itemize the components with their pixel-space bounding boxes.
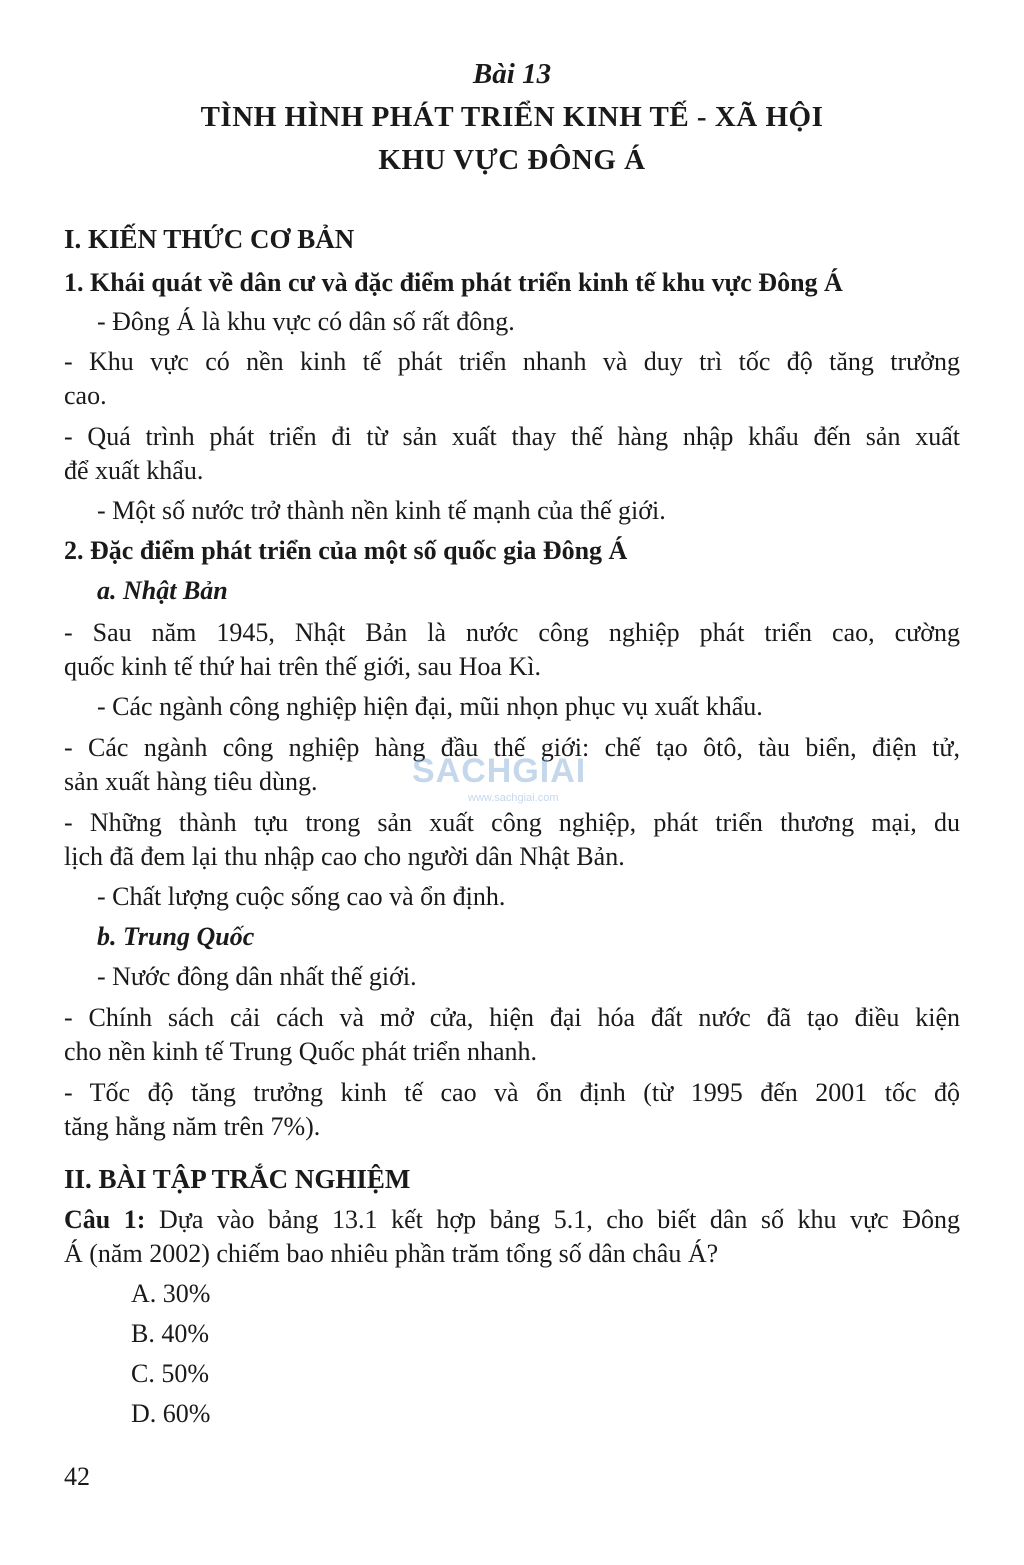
part2-heading: II. BÀI TẬP TRẮC NGHIỆM: [64, 1164, 411, 1194]
option-a: A. 30%: [131, 1279, 211, 1308]
lesson-title-line-1: TÌNH HÌNH PHÁT TRIỂN KINH TẾ - XÃ HỘI: [200, 101, 824, 133]
text-line: - Khu vực có nền kinh tế phát triển nhanh và duy trì tốc độ tăng trưởng: [64, 347, 960, 376]
text-line: - Nước đông dân nhất thế giới.: [97, 962, 417, 991]
text-line: - Một số nước trở thành nền kinh tế mạnh của thế giới.: [97, 496, 666, 525]
question-1: [64, 1203, 960, 1237]
text-line: - Chính sách cải cách và mở cửa, hiện đại hóa đất nước đã tạo điều kiện: [64, 1003, 960, 1032]
option-b: B. 40%: [131, 1319, 209, 1348]
text-line: - Các ngành công nghiệp hàng đầu thế giới: chế tạo ôtô, tàu biển, điện tử,: [64, 733, 960, 762]
text-line: - Tốc độ tăng trưởng kinh tế cao và ổn định (từ 1995 đến 2001 tốc độ: [64, 1078, 960, 1107]
question-text: Dựa vào bảng 13.1 kết hợp bảng 5.1, cho biết dân số khu vực Đông: [145, 1205, 960, 1234]
japan-heading: a. Nhật Bản: [97, 576, 228, 605]
part1-heading: I. KIẾN THỨC CƠ BẢN: [64, 224, 355, 254]
question-label: Câu 1:: [64, 1205, 146, 1234]
text-line: - Quá trình phát triển đi từ sản xuất thay thế hàng nhập khẩu đến sản xuất: [64, 422, 960, 451]
text-line: để xuất khẩu.: [64, 456, 204, 485]
option-d: D. 60%: [131, 1399, 211, 1428]
lesson-title-line-2: KHU VỰC ĐÔNG Á: [378, 144, 646, 176]
text-line: quốc kinh tế thứ hai trên thế giới, sau Hoa Kì.: [64, 652, 541, 681]
text-line: - Chất lượng cuộc sống cao và ổn định.: [97, 882, 506, 911]
section2-heading: 2. Đặc điểm phát triển của một số quốc gia Đông Á: [64, 536, 628, 565]
china-heading: b. Trung Quốc: [97, 922, 255, 951]
text-line: cho nền kinh tế Trung Quốc phát triển nhanh.: [64, 1037, 537, 1066]
text-line: - Những thành tựu trong sản xuất công nghiệp, phát triển thương mại, du: [64, 808, 960, 837]
text-line: sản xuất hàng tiêu dùng.: [64, 767, 318, 796]
option-c: C. 50%: [131, 1359, 209, 1388]
text-line: lịch đã đem lại thu nhập cao cho người dân Nhật Bản.: [64, 842, 625, 871]
text-line: tăng hằng năm trên 7%).: [64, 1112, 321, 1141]
watermark-brand: SACHGIAI: [412, 752, 587, 790]
text-line: cao.: [64, 381, 107, 410]
page-number: 42: [64, 1462, 90, 1491]
text-line: - Đông Á là khu vực có dân số rất đông.: [97, 307, 515, 336]
text-line: - Sau năm 1945, Nhật Bản là nước công nghiệp phát triển cao, cường: [64, 618, 960, 647]
lesson-number: Bài 13: [472, 58, 552, 90]
watermark-url: www.sachgiai.com: [468, 792, 559, 804]
text-line: - Các ngành công nghiệp hiện đại, mũi nhọn phục vụ xuất khẩu.: [97, 692, 763, 721]
question-text-cont: Á (năm 2002) chiếm bao nhiêu phần trăm tổng số dân châu Á?: [64, 1239, 719, 1268]
section1-heading: 1. Khái quát về dân cư và đặc điểm phát triển kinh tế khu vực Đông Á: [64, 268, 843, 297]
watermark-logo: [412, 748, 612, 808]
